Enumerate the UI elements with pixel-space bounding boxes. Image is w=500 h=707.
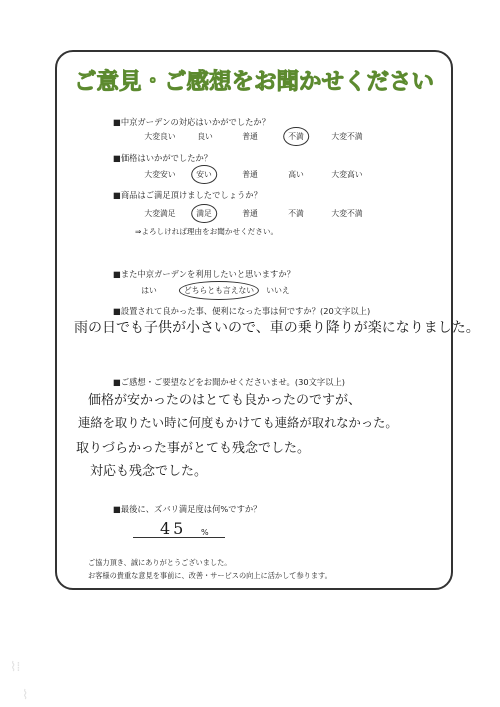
answer-benefits: 雨の日でも子供が小さいので、車の乗り降りが楽になりました。 (74, 320, 480, 336)
option-very-dissatisfied[interactable]: 大変不満 (331, 209, 363, 218)
satisfaction-value: 45 (160, 519, 187, 538)
question-staff-response: ■中京ガーデンの対応はいかがでしたか？ (113, 117, 271, 127)
option-very-satisfied[interactable]: 大変満足 (144, 209, 176, 218)
option-normal[interactable]: 普通 (242, 132, 258, 141)
option-no[interactable]: いいえ (266, 286, 290, 295)
option-very-expensive[interactable]: 大変高い (331, 170, 363, 179)
option-normal[interactable]: 普通 (242, 209, 258, 218)
answer-comments-line-2: 連絡を取りたい時に何度もかけても連絡が取れなかった。 (78, 416, 398, 430)
satisfaction-unit: % (201, 528, 209, 537)
pencil-mark: ⌇ (22, 688, 29, 703)
question-satisfaction: ■最後に、ズバリ満足度は何%ですか？ (113, 504, 262, 514)
question-benefits: ■設置されて良かった事、便利になった事は何ですか？(20文字以上) (113, 306, 371, 316)
option-very-dissatisfied[interactable]: 大変不満 (331, 132, 363, 141)
pencil-mark: ⌇⁞ (10, 660, 21, 675)
answer-comments-line-1: 価格が安かったのはとても良かったのですが、 (88, 393, 362, 408)
answer-comments-line-4: 対応も残念でした。 (90, 464, 208, 479)
option-dissatisfied[interactable]: 不満 (288, 209, 304, 218)
option-very-cheap[interactable]: 大変安い (144, 170, 176, 179)
option-good[interactable]: 良い (197, 132, 213, 141)
question-product: ■商品はご満足頂けましたでしょうか？ (113, 190, 262, 200)
option-cheap[interactable]: 安い (196, 170, 212, 179)
option-normal[interactable]: 普通 (242, 170, 258, 179)
reason-note: ⇒よろしければ理由をお聞かせください。 (135, 227, 279, 236)
footer-thanks: ご協力頂き、誠にありがとうございました。 (88, 558, 232, 567)
option-very-good[interactable]: 大変良い (144, 132, 176, 141)
answer-comments-line-3: 取りづらかった事がとても残念でした。 (76, 441, 311, 456)
option-neither[interactable]: どちらとも言えない (183, 286, 255, 295)
question-price: ■価格はいかがでしたか？ (113, 153, 213, 163)
option-dissatisfied[interactable]: 不満 (288, 132, 304, 141)
question-reuse: ■また中京ガーデンを利用したいと思いますか？ (113, 269, 295, 279)
option-expensive[interactable]: 高い (288, 170, 304, 179)
satisfaction-underline (133, 537, 225, 538)
question-comments: ■ご感想・ご要望などをお聞かせくださいませ。(30文字以上) (113, 377, 346, 387)
option-satisfied[interactable]: 満足 (196, 209, 212, 218)
option-yes[interactable]: はい (141, 286, 157, 295)
footer-improvement: お客様の貴重な意見を事前に、改善・サービスの向上に活かして参ります。 (88, 571, 332, 580)
form-title: ご意見・ご感想をお聞かせください (73, 69, 434, 95)
